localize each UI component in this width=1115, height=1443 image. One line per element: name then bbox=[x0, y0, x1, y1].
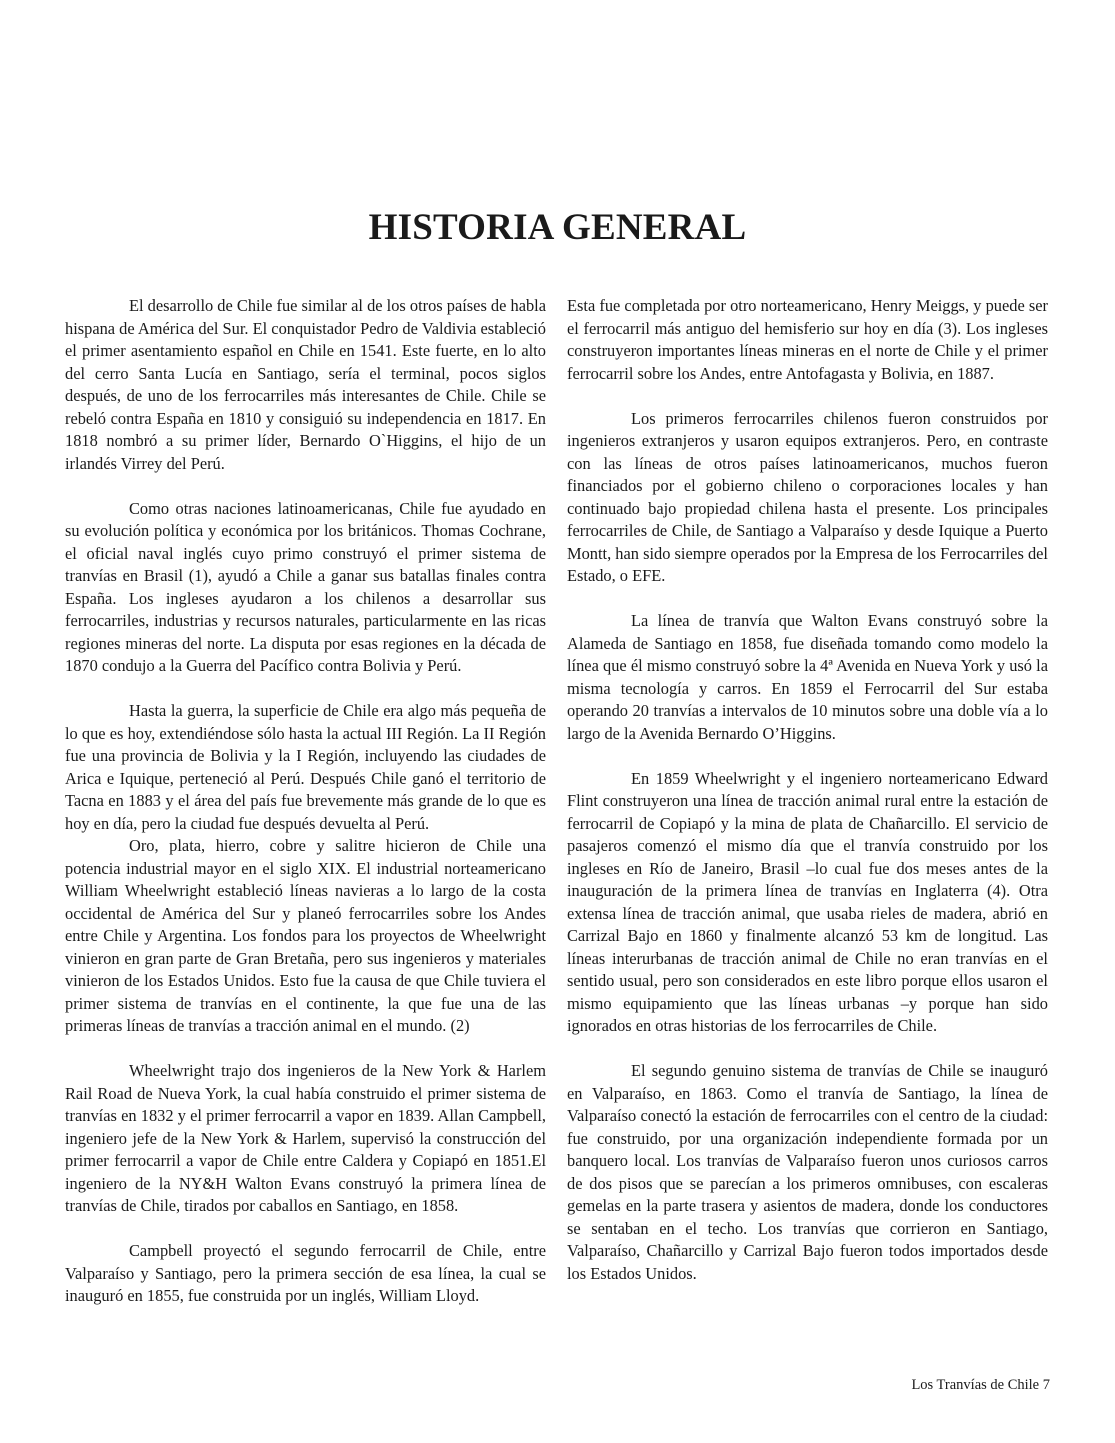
paragraph: Esta fue completada por otro norteamericano, Henry Meiggs, y puede ser el ferrocarril más antiguo del hemisferio sur hoy en día (3). Los ingleses construyeron importantes líneas mineras en el norte de Chile y el primer ferrocarril sobre los Andes, entre Antofagasta y Bolivia, en 1887. bbox=[567, 296, 1048, 383]
paragraph: Los primeros ferrocarriles chilenos fueron construidos por ingenieros extranjeros y usaron equipos extranjeros. Pero, en contraste con las líneas de otros países latinoamericanos, muchos fueron financiados por el gobierno chileno o corporaciones locales y han continuado bajo propiedad chilena hasta el presente. Los principales ferrocarriles de Chile, de Santiago a Valparaíso y desde Iquique a Puerto Montt, han sido siempre operados por la Empresa de los Ferrocarriles del Estado, o EFE. bbox=[567, 408, 1048, 585]
paragraph: El segundo genuino sistema de tranvías de Chile se inauguró en Valparaíso, en 1863. Como el tranvía de Santiago, la línea de Valparaíso conectó la estación de ferrocarriles con el centro de la ciudad: fue construido, por una organización independiente formada por un banquero local. Los tranvías de Valparaíso fueron unos curiosos carros de dos pisos que se parecían a los primeros omnibuses, con escaleras gemelas en la parte trasera y asientos de madera, donde los conductores se sentaban en el techo. Los tranvías que corrieron en Santiago, Valparaíso, Chañarcillo y Carrizal Bajo fueron todos importados desde los Estados Unidos. bbox=[567, 1061, 1048, 1283]
paragraph: Como otras naciones latinoamericanas, Chile fue ayudado en su evolución política y económica por los británicos. Thomas Cochrane, el oficial naval inglés cuyo primo construyó el primer sistema de tranvías en Brasil (1), ayudó a Chile a ganar sus batallas finales contra España. Los ingleses ayudaron a los chilenos a desarrollar sus ferrocarriles, industrias y recursos naturales, particularmente en las ricas regiones mineras del norte. La disputa por esas regiones en la década de 1870 condujo a la Guerra del Pacífico contra Bolivia y Perú. bbox=[65, 498, 546, 675]
page-title: HISTORIA GENERAL bbox=[368, 207, 747, 248]
paragraph: Hasta la guerra, la superficie de Chile era algo más pequeña de lo que es hoy, extendiéndose sólo hasta la actual III Región. La II Región fue una provincia de Bolivia y la I Región, incluyendo las ciudades de Arica e Iquique, perteneció al Perú. Después Chile ganó el territorio de Tacna en 1883 y el área del país fue brevemente más grande de lo que es hoy en día, pero la ciudad fue después devuelta al Perú. bbox=[65, 701, 546, 833]
paragraph: En 1859 Wheelwright y el ingeniero norteamericano Edward Flint construyeron una línea de tracción animal rural entre la estación de ferrocarril de Copiapó y la mina de plata de Chañarcillo. El servicio de pasajeros comenzó el mismo día que el tranvía construido por los ingleses en Río de Janeiro, Brasil –lo cual fue dos meses antes de la inauguración de la primera línea de tranvías en Inglaterra (4). Otra extensa línea de tracción animal, que usaba rieles de madera, abrió en Carrizal Bajo en 1860 y finalmente alcanzó 53 km de longitud. Las líneas interurbanas de tracción animal de Chile no eran tranvías en el sentido usual, pero son considerados en este libro porque ellos usaron el mismo equipamiento que las líneas urbanas –y porque han sido ignorados en otras historias de los ferrocarriles de Chile. bbox=[567, 768, 1048, 1035]
paragraph: Wheelwright trajo dos ingenieros de la New York & Harlem Rail Road de Nueva York, la cual había construido el primer sistema de tranvías en 1832 y el primer ferrocarril a vapor en 1839. Allan Campbell, ingeniero jefe de la New York & Harlem, supervisó la construcción del primer ferrocarril a vapor de Chile entre Caldera y Copiapó en 1851.El ingeniero de la NY&H Walton Evans construyó la primera línea de tranvías de Chile, tirados por caballos en Santiago, en 1858. bbox=[65, 1061, 546, 1215]
paragraph: Campbell proyectó el segundo ferrocarril de Chile, entre Valparaíso y Santiago, pero la primera sección de esa línea, la cual se inauguró en 1855, fue construida por un inglés, William Lloyd. bbox=[65, 1241, 546, 1305]
paragraph: Oro, plata, hierro, cobre y salitre hicieron de Chile una potencia industrial mayor en el siglo XIX. El industrial norteamericano William Wheelwright estableció líneas navieras a lo largo de la costa occidental de América del Sur y planeó ferrocarriles sobre los Andes entre Chile y Argentina. Los fondos para los proyectos de Wheelwright vinieron en gran parte de Gran Bretaña, pero sus ingenieros y materiales vinieron de los Estados Unidos. Esto fue la causa de que Chile tuviera el primer sistema de tranvías en el continente, la que fue una de las primeras líneas de tranvías a tracción animal en el mundo. (2) bbox=[65, 836, 546, 1035]
paragraph: El desarrollo de Chile fue similar al de los otros países de habla hispana de América del Sur. El conquistador Pedro de Valdivia estableció el primer asentamiento español en Chile en 1541. Este fuerte, en lo alto del cerro Santa Lucía en Santiago, sería el terminal, pocos siglos después, de uno de los ferrocarriles más interesantes de Chile. Chile se rebeló contra España en 1810 y consiguió su independencia en 1817. En 1818 nombró a su primer líder, Bernardo O`Higgins, el hijo de un irlandés Virrey del Perú. bbox=[65, 296, 546, 473]
page-footer: Los Tranvías de Chile 7 bbox=[911, 1377, 1050, 1393]
paragraph: La línea de tranvía que Walton Evans construyó sobre la Alameda de Santiago en 1858, fue diseñada tomando como modelo la línea que él mismo construyó sobre la 4ª Avenida en Nueva York y usó la misma tecnología y carros. En 1859 el Ferrocarril del Sur estaba operando 20 tranvías a intervalos de 10 minutos sobre una doble vía a lo largo de la Avenida Bernardo O’Higgins. bbox=[567, 611, 1048, 743]
right-column bbox=[567, 295, 1048, 1285]
left-column bbox=[65, 295, 546, 1308]
